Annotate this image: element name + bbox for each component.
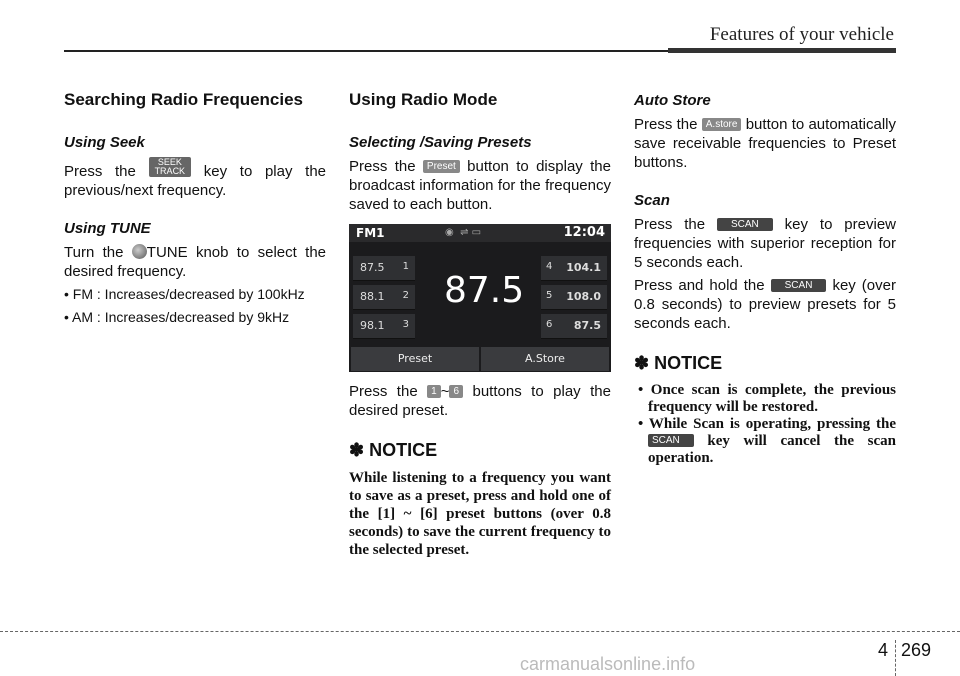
seek-paragraph: Press the SEEK TRACK key to play the previous/next frequency. bbox=[64, 157, 327, 199]
presets-paragraph: Press the Preset button to display the broadcast information for the frequency saved to each button. bbox=[349, 158, 611, 213]
preset-row: 6 87.5 bbox=[541, 314, 607, 339]
auto-store-paragraph: Press the A.store button to automatically save receivable frequencies to Preset buttons. bbox=[634, 116, 897, 171]
scan-paragraph-1: Press the SCAN key to preview frequencies with superior reception for 5 seconds each. bbox=[634, 216, 896, 271]
radio-band-label: FM1 bbox=[356, 226, 385, 240]
radio-clock: 12:04 bbox=[563, 225, 605, 240]
preset-row: 87.5 1 bbox=[353, 256, 415, 281]
scan-key-icon: SCAN bbox=[717, 218, 773, 231]
subsection-title-scan: Scan bbox=[634, 192, 670, 209]
header-rule bbox=[64, 50, 668, 52]
bullet-fm: • FM : Increases/decreased by 100kHz bbox=[64, 286, 305, 302]
page-header-title: Features of your vehicle bbox=[709, 24, 894, 45]
seek-track-key-icon: SEEK TRACK bbox=[149, 157, 192, 177]
notice-text: While listening to a frequency you want to save as a preset, press and hold one of the [1] ~ [6] preset buttons (over 0.8 seconds) to save the current frequency to the selected preset. bbox=[349, 470, 611, 558]
astore-button-icon: A.store bbox=[702, 118, 742, 131]
radio-bottom-bar bbox=[349, 347, 611, 372]
notice-heading: ✽ NOTICE bbox=[634, 353, 723, 373]
radio-astore-button: A.Store bbox=[481, 347, 609, 371]
column-searching-radio bbox=[64, 90, 326, 331]
notice-heading: ✽ NOTICE bbox=[349, 440, 438, 460]
column-auto-store-scan bbox=[634, 90, 896, 467]
section-heading: Using Radio Mode bbox=[349, 90, 498, 109]
radio-status-icons: ◉ ⇌ ▭ bbox=[445, 227, 482, 238]
preset-row: 88.1 2 bbox=[353, 285, 415, 310]
page-number-divider bbox=[895, 640, 897, 676]
preset-button-icon: Preset bbox=[423, 160, 460, 173]
preset-row: 98.1 3 bbox=[353, 314, 415, 339]
preset-row: 5 108.0 bbox=[541, 285, 607, 310]
preset-row: 4 104.1 bbox=[541, 256, 607, 281]
tune-paragraph: Turn the TUNE knob to select the desired frequency. bbox=[64, 244, 326, 280]
notice-item-1: • Once scan is complete, the previous frequency will be restored. bbox=[638, 382, 896, 415]
radio-screen-image bbox=[349, 224, 611, 372]
preset-1-button-icon: 1 bbox=[427, 385, 441, 398]
page-number: 269 bbox=[901, 640, 932, 660]
radio-current-frequency: 87.5 bbox=[444, 270, 525, 311]
chapter-number: 4 bbox=[878, 640, 889, 660]
bullet-am: • AM : Increases/decreased by 9kHz bbox=[64, 309, 290, 325]
preset-6-button-icon: 6 bbox=[449, 385, 463, 398]
column-radio-mode bbox=[349, 90, 611, 559]
subsection-title-presets: Selecting /Saving Presets bbox=[349, 134, 532, 151]
scan-key-icon: SCAN bbox=[771, 279, 827, 292]
subsection-title-tune: Using TUNE bbox=[64, 220, 151, 237]
subsection-title-auto-store: Auto Store bbox=[634, 92, 711, 109]
tune-knob-icon bbox=[132, 244, 147, 259]
scan-paragraph-2: Press and hold the SCAN key (over 0.8 seconds) to preview presets for 5 seconds each. bbox=[634, 277, 896, 332]
radio-preset-button: Preset bbox=[351, 347, 479, 371]
header-rule-accent bbox=[668, 48, 896, 53]
scan-key-icon: SCAN bbox=[648, 434, 694, 447]
footer-rule bbox=[0, 631, 960, 632]
watermark: carmanualsonline.info bbox=[520, 654, 696, 674]
section-heading: Searching Radio Frequencies bbox=[64, 90, 304, 109]
subsection-title-seek: Using Seek bbox=[64, 134, 145, 151]
play-preset-paragraph: Press the 1 ~ 6 buttons to play the desired preset. bbox=[349, 383, 611, 419]
notice-item-2: • While Scan is operating, pressing the SCAN key will cancel the scan operation. bbox=[638, 416, 896, 466]
